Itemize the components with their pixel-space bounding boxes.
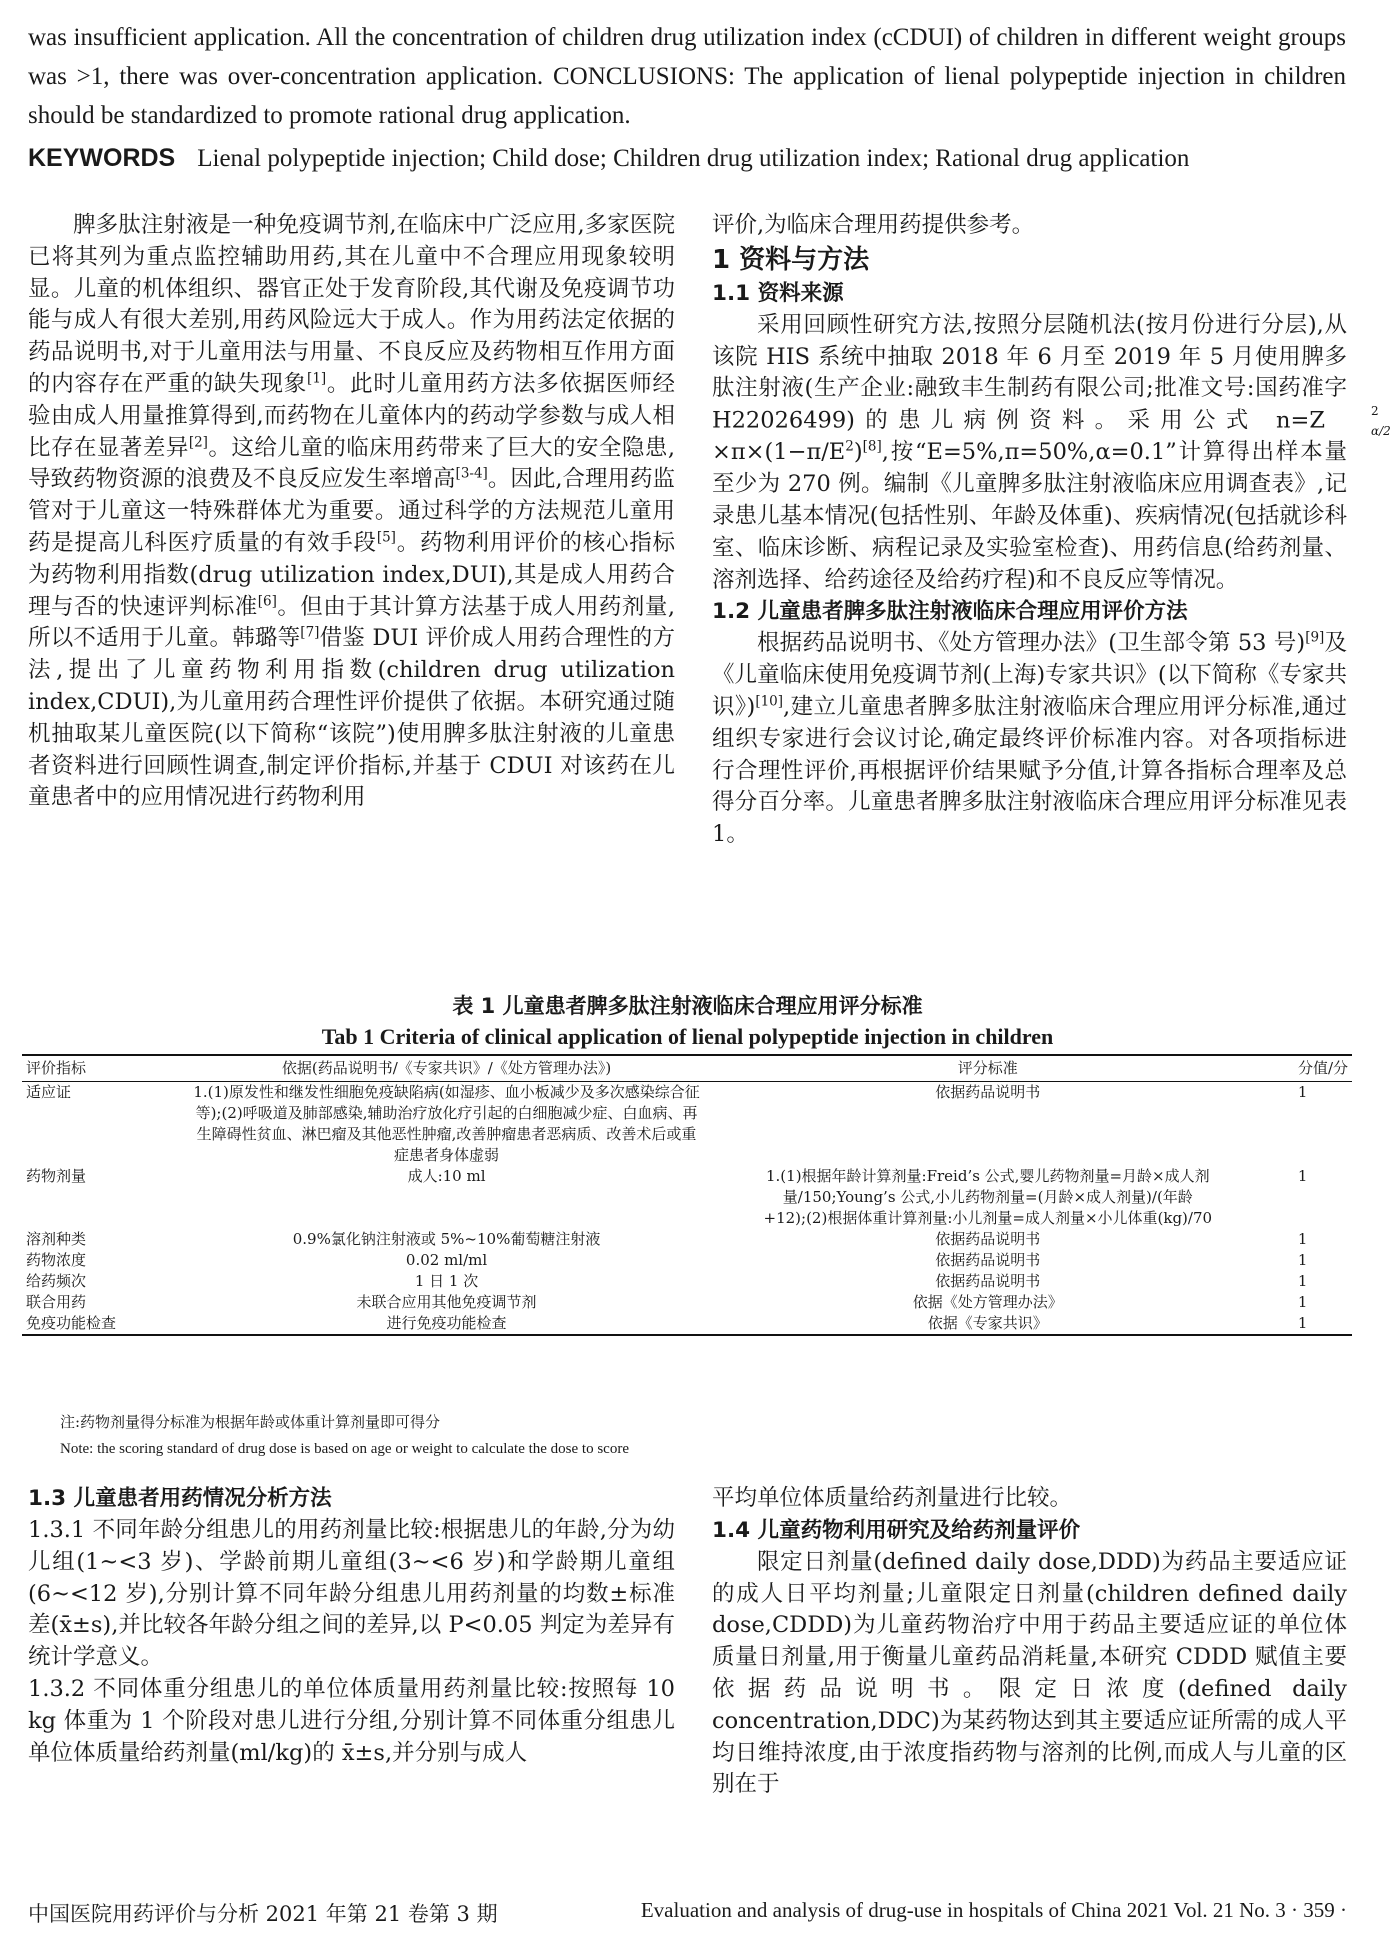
section-1-1-paragraph: 采用回顾性研究方法,按照分层随机法(按月份进行分层),从该院 HIS 系统中抽取 2018 年 6 月至 2019 年 5 月使用脾多肽注射液(生产企业:融致丰生制药有限公司;批准文号:国药准字 H22026499)的患儿病例资料。采用公式 n=Z 2 α/2 $\times\pi\times(1-\pi/E^2)[8]$,按“E=5%,π=50%,α=0.1”计算得出样本量至少为 270 例。编制《儿童脾多肽注射液临床应用调查表》,记录患儿基本情况(包括性别、年龄及体重)、疾病情况(包括就诊科室、临床诊断、病程记录及实验室检查)、用药信息(给药剂量、溶剂选择、给药途径及给药疗程)和不良反应等情况。 [712,311,1391,593]
left-column-upper [28,210,675,814]
table-note-cn: 注:药物剂量得分标准为根据年龄或体重计算剂量即可得分 [60,1413,441,1431]
formula-sub: α/2 [1371,424,1391,439]
left-column-lower [28,1483,675,1769]
intro-paragraph: 脾多肽注射液是一种免疫调节剂,在临床中广泛应用,多家医院已将其列为重点监控辅助用药,其在儿童中不合理应用现象较明显。儿童的机体组织、器官正处于发育阶段,其代谢及免疫调节功能与成人有很大差别,用药风险远大于成人。作为用药法定依据的药品说明书,对于儿童用法与用量、不良反应及药物相互作用方面的内容存在严重的缺失现象[1]。此时儿童用药方法多依据医师经验由成人用量推算得到,而药物在儿童体内的药动学参数与成人相比存在显著差异[2]。这给儿童的临床用药带来了巨大的安全隐患,导致药物资源的浪费及不良反应发生率增高[3-4]。因此,合理用药监管对于儿童这一特殊群体尤为重要。通过科学的方法规范儿童用药是提高儿科医疗质量的有效手段[5]。药物利用评价的核心指标为药物利用指数(drug utilization index,DUI),其是成人用药合理与否的快速评判标准[6]。但由于其计算方法基于成人用药剂量,所以不适用于儿童。韩璐等[7]借鉴 DUI 评价成人用药合理性的方法,提出了儿童药物利用指数(children drug utilization index,CDUI),为儿童用药合理性评价提供了依据。本研究通过随机抽取某儿童医院(以下简称“该院”)使用脾多肽注射液的儿童患者资料进行回顾性调查,制定评价指标,并基于 CDUI 对该药在儿童患者中的应用情况进行药物利用 [28,212,675,811]
ref-7: [7] [300,624,320,641]
table-row: 药物剂量 成人:10 ml 1.(1)根据年龄计算剂量:Freid’s 公式,婴儿药物剂量=月龄×成人剂量/150;Young’s 公式,小儿药物剂量=(月龄×成人剂量)/(年龄+12);(2)根据体重计算剂量:小儿剂量=成人剂量×小儿体重(kg)/70 1 [26,1167,1308,1227]
table-note-en: Note: the scoring standard of drug dose is based on age or weight to calculate the dose to score [60,1441,629,1457]
section-1-3-heading: 1.3 儿童患者用药情况分析方法 [28,1486,332,1511]
section-1-3-2-paragraph: 1.3.2 不同体重分组患儿的单位体质量用药剂量比较:按照每 10 kg 体重为 1 个阶段对患儿进行分组,分别计算不同体重分组患儿单位体质量给药剂量(ml/kg)的 x̄±s,并分别与成人 [28,1675,675,1766]
table-caption-cn: 表 1 儿童患者脾多肽注射液临床合理应用评分标准 [452,994,923,1018]
section-1-4-paragraph: 限定日剂量(defined daily dose,DDD)为药品主要适应证的成人日平均剂量;儿童限定日剂量(children defined daily dose,CDDD)为儿童药物治疗中用于药品主要适应证的单位体质量日剂量,用于衡量儿童药品消耗量,本研究 CDDD 赋值主要依据药品说明书。限定日浓度(defined daily concentration,DDC)为某药物达到其主要适应证所需的成人平均日维持浓度,由于浓度指药物与溶剂的比例,而成人与儿童的区别在于 [712,1548,1347,1798]
section-1-3-1-paragraph: 1.3.1 不同年龄分组患儿的用药剂量比较:根据患儿的年龄,分为幼儿组(1~<3 岁)、学龄前期儿童组(3~<6 岁)和学龄期儿童组(6~<12 岁),分别计算不同年龄分组患儿用药剂量的均数±标准差(x̄±s),并比较各年龄分组之间的差异,以 P<0.05 判定为差异有统计学意义。 [28,1517,675,1671]
intro-paragraph-end: 评价,为临床合理用药提供参考。 [712,212,1035,238]
section-1-3-2-end: 平均单位体质量给药剂量进行比较。 [712,1485,1073,1511]
keywords-text: Lienal polypeptide injection; Child dose; Children drug utilization index; Rational drug application [197,145,1190,172]
keywords-line [28,140,1346,177]
abstract-continuation [28,18,1346,135]
header-score: 分值/分 [1253,1055,1352,1082]
section-1-heading: 1 资料与方法 [712,244,870,275]
keywords-label: KEYWORDS [28,144,176,172]
footer-journal-en: Evaluation and analysis of drug-use in hospitals of China 2021 Vol. 21 No. 3 · 359 · [640,1898,1347,1922]
header-basis: 依据(药品说明书/《专家共识》/《处方管理办法》) [171,1055,722,1082]
ref-6: [6] [257,593,277,610]
section-1-4-heading: 1.4 儿童药物利用研究及给药剂量评价 [712,1517,1081,1543]
table-row: 溶剂种类 0.9%氯化钠注射液或 5%~10%葡萄糖注射液 依据药品说明书 1 [26,1230,1308,1248]
ref-8: [8] [862,438,882,455]
table-header-row [22,1055,1352,1082]
ref-5: [5] [376,529,396,546]
abstract-text: was insufficient application. All the concentration of children drug utilization index (cCDUI) of children in different weight groups was >1, there was over-concentration application. CONCLUSIONS: The application of lienal polypeptide injection in children should be standardized to promote rational drug application. [28,24,1346,129]
right-column-upper [712,210,1391,851]
table-row: 适应证 1.(1)原发性和继发性细胞免疫缺陷病(如湿疹、血小板减少及多次感染综合征等);(2)呼吸道及肺部感染,辅助治疗放化疗引起的白细胞减少症、白血病、再生障碍性贫血、淋巴瘤及其他恶性肿瘤,改善肿瘤患者恶病质、改善术后或重症患者身体虚弱 依据药品说明书 1 [26,1083,1308,1164]
section-1-2-paragraph: 根据药品说明书、《处方管理办法》(卫生部令第 53 号)[9]及《儿童临床使用免疫调节剂(上海)专家共识》(以下简称《专家共识》)[10],建立儿童患者脾多肽注射液临床合理应用评分标准,通过组织专家进行会议讨论,确定最终评价标准内容。对各项指标进行合理性评价,再根据评价结果赋予分值,计算各指标合理率及总得分百分率。儿童患者脾多肽注射液临床合理应用评分标准见表 1。 [712,629,1348,848]
header-indicator: 评价指标 [22,1055,171,1082]
criteria-table [22,1054,1352,1336]
ref-9: [9] [1305,629,1325,646]
ref-10: [10] [755,693,784,710]
table-row: 给药频次 1 日 1 次 依据药品说明书 1 [26,1272,1308,1290]
table-caption-en: Tab 1 Criteria of clinical application of lienal polypeptide injection in children [321,1024,1054,1049]
ref-2: [2] [188,434,208,451]
footer-journal-cn: 中国医院用药评价与分析 2021 年第 21 卷第 3 期 [28,1902,498,1926]
table-row: 药物浓度 0.02 ml/ml 依据药品说明书 1 [26,1251,1308,1269]
table-row: 联合用药 未联合应用其他免疫调节剂 依据《处方管理办法》 1 [26,1293,1308,1311]
section-1-2-heading: 1.2 儿童患者脾多肽注射液临床合理应用评价方法 [712,599,1188,625]
formula-sup: 2 [1371,404,1379,419]
right-column-lower [712,1483,1347,1801]
table-row: 免疫功能检查 进行免疫功能检查 依据《专家共识》 1 [22,1313,1352,1335]
ref-3-4: [3-4] [455,465,488,482]
header-criterion: 评分标准 [722,1055,1253,1082]
section-1-1-heading: 1.1 资料来源 [712,280,844,306]
ref-1: [1] [307,370,327,387]
